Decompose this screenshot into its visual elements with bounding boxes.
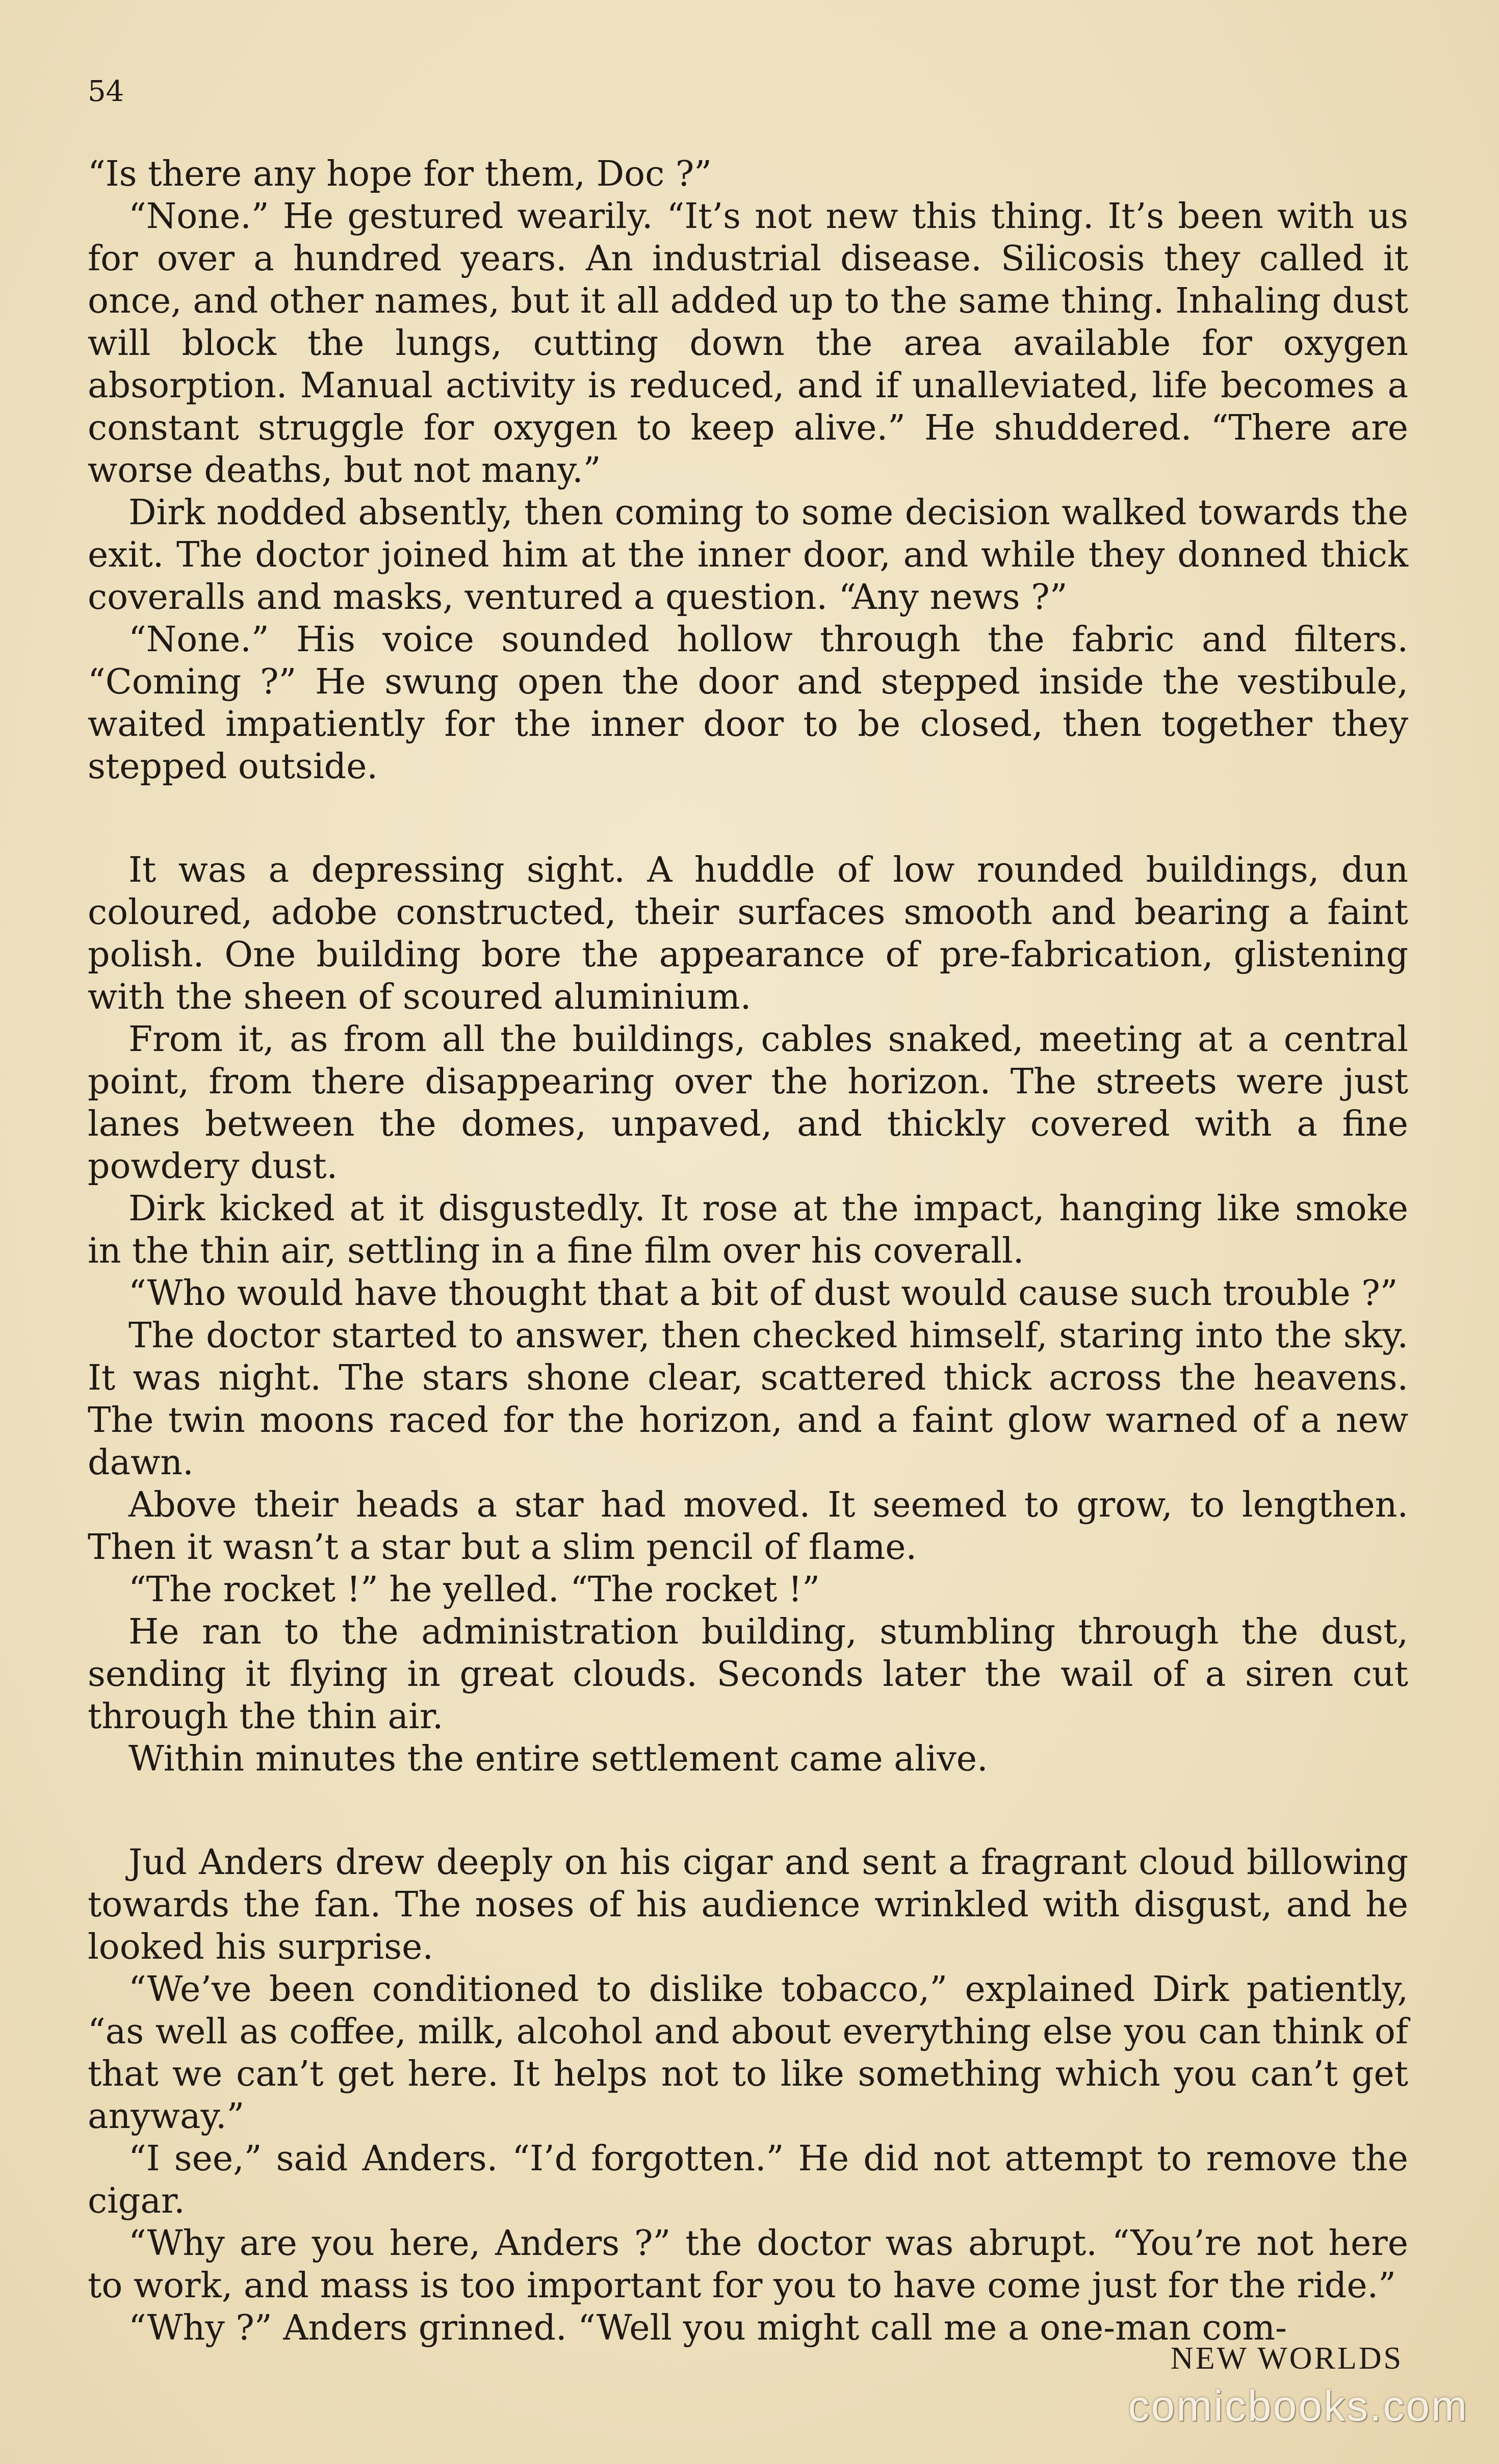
paragraph: Dirk kicked at it disgustedly. It rose at the impact, hanging like smoke in the thin air, settling in a fine film over his coverall. (88, 1189, 1408, 1271)
section-break (88, 1780, 1408, 1841)
paragraph: Within minutes the entire settlement came alive. (128, 1739, 988, 1779)
paragraph: “Why are you here, Anders ?” the doctor was abrupt. “You’re not here to work, and mass is too important for you to have come just for the ride.” (88, 2223, 1408, 2306)
paragraph: “The rocket !” he yelled. “The rocket !” (128, 1570, 820, 1610)
paragraph: “I see,” said Anders. “I’d forgotten.” He did not attempt to remove the cigar. (88, 2139, 1408, 2221)
paragraph: It was a depressing sight. A huddle of low rounded buildings, dun coloured, adobe constructed, their surfaces smooth and bearing a faint polish. One building bore the appearance of pre-fabrication, glistening with the sheen of scoured aluminium. (88, 850, 1408, 1017)
paragraph: “Why ?” Anders grinned. “Well you might call me a one-man com- (128, 2308, 1287, 2348)
paragraph: He ran to the administration building, stumbling through the dust, sending it flying in great clouds. Seconds later the wail of a siren cut through the thin air. (88, 1612, 1408, 1737)
section-break (88, 788, 1408, 849)
paragraph: The doctor started to answer, then checked himself, staring into the sky. It was night. The stars shone clear, scattered thick across the heavens. The twin moons raced for the horizon, and a faint glow warned of a new dawn. (88, 1316, 1408, 1483)
page-number: 54 (88, 75, 124, 108)
story-text (88, 153, 1408, 2349)
magazine-title-footer: NEW WORLDS (1170, 2341, 1403, 2376)
paragraph: “Who would have thought that a bit of dust would cause such trouble ?” (128, 1273, 1398, 1314)
paragraph: From it, as from all the buildings, cables snaked, meeting at a central point, from there disappearing over the horizon. The streets were just lanes between the domes, unpaved, and thickly covered with a fine powdery dust. (88, 1019, 1408, 1187)
paragraph: Jud Anders drew deeply on his cigar and sent a fragrant cloud billowing towards the fan. The noses of his audience wrinkled with disgust, and he looked his surprise. (88, 1842, 1408, 1967)
paragraph: “Is there any hope for them, Doc ?” (88, 154, 712, 194)
paragraph: “None.” He gestured wearily. “It’s not new this thing. It’s been with us for over a hundred years. An industrial disease. Silicosis they called it once, and other names, but it all added up to the same thing. Inhaling dust will block the lungs, cutting down the area available for oxygen absorption. Manual activity is reduced, and if unalleviated, life becomes a constant struggle for oxygen to keep alive.” He shuddered. “There are worse deaths, but not many.” (88, 196, 1408, 491)
watermark: comicbooks.com (1128, 2382, 1468, 2430)
paragraph: “None.” His voice sounded hollow through the fabric and filters. “Coming ?” He swung open the door and stepped inside the vestibule, waited impatiently for the inner door to be closed, then together they stepped outside. (88, 620, 1408, 787)
paragraph: Above their heads a star had moved. It seemed to grow, to lengthen. Then it wasn’t a star but a slim pencil of flame. (88, 1485, 1408, 1568)
paragraph: “We’ve been conditioned to dislike tobacco,” explained Dirk patiently, “as well as coffee, milk, alcohol and about everything else you can think of that we can’t get here. It helps not to like something which you can’t get anyway.” (88, 1969, 1408, 2137)
paragraph: Dirk nodded absently, then coming to some decision walked towards the exit. The doctor joined him at the inner door, and while they donned thick coveralls and masks, ventured a question. “Any news ?” (88, 493, 1408, 618)
